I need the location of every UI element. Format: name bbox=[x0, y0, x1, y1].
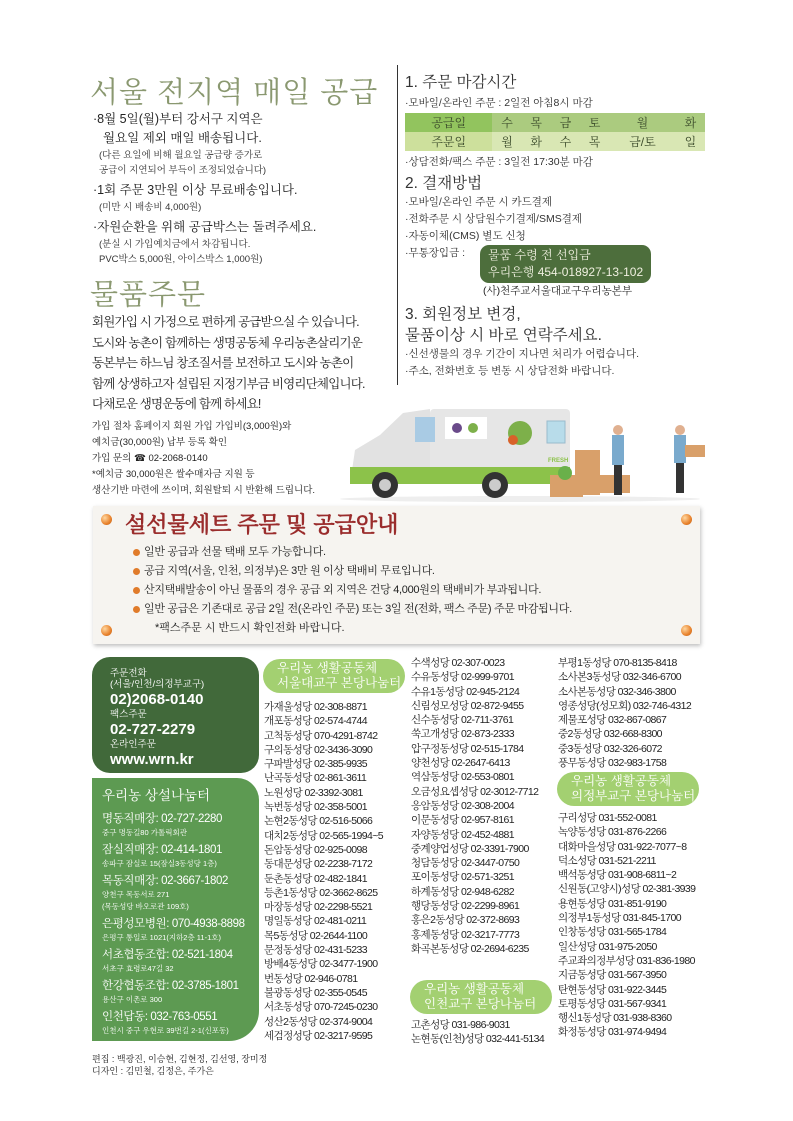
seoul-parish-list-1 bbox=[264, 700, 383, 1043]
deadline-phone: ·상담전화/팩스 주문 : 3일전 17:30분 마감 bbox=[405, 156, 593, 168]
bank-account-box bbox=[480, 245, 651, 283]
parish-contact: 자양동성당 02-452-4881 bbox=[411, 828, 514, 841]
parish-contact: 녹양동성당 031-876-2266 bbox=[558, 826, 667, 839]
parish-contact: 문정동성당 02-431-5233 bbox=[264, 944, 367, 957]
store-name-phone: 서초협동조합: 02-521-1804 bbox=[102, 949, 233, 961]
parish-contact: 홍은2동성당 02-372-8693 bbox=[411, 914, 520, 927]
store-list bbox=[102, 812, 259, 1037]
parish-contact: 고촌성당 031-986-9031 bbox=[411, 1019, 510, 1031]
parish-contact: 역삼동성당 02-553-0801 bbox=[411, 771, 514, 784]
parish-contact: 이문동성당 02-957-8161 bbox=[411, 814, 514, 827]
payment-line: ·전화주문 시 상담원수기결제/SMS결제 bbox=[405, 213, 583, 225]
parish-contact: 소사본3동성당 032-346-6700 bbox=[558, 671, 682, 684]
parish-contact: 중2동성당 032-668-8300 bbox=[558, 728, 662, 741]
table-row-header: 공급일 bbox=[405, 113, 492, 132]
store-address: 중구 명동길80 가톨릭회관 bbox=[102, 828, 187, 837]
join-line: *예치금 30,000원은 쌀수매자금 지원 등 bbox=[92, 469, 255, 480]
table-cell: 일 bbox=[676, 132, 705, 151]
delivery-truck-illustration bbox=[335, 395, 705, 503]
store-name-phone: 은평성모병원: 070-4938-8898 bbox=[102, 918, 245, 930]
seoul-header bbox=[263, 659, 405, 693]
section-contact-title: 3. 회원정보 변경, bbox=[405, 306, 521, 323]
seoul-header-pill bbox=[263, 659, 405, 693]
parish-contact: 등촌1동성당 02-3662-8625 bbox=[264, 886, 378, 899]
order-phone: 02)2068-0140 bbox=[110, 691, 204, 708]
parish-contact: 풍무동성당 032-983-1758 bbox=[558, 757, 667, 770]
table-cell: 수 bbox=[492, 113, 521, 132]
parish-contact: 마장동성당 02-2298-5521 bbox=[264, 901, 373, 914]
section-deadline-title: 1. 주문 마감시간 bbox=[405, 74, 517, 91]
parish-contact: 논현2동성당 02-516-5066 bbox=[264, 815, 373, 828]
gift-set-notice bbox=[93, 506, 700, 644]
parish-contact: 중3동성당 032-326-6072 bbox=[558, 742, 662, 755]
parish-contact: 동대문성당 02-2238-7172 bbox=[264, 858, 373, 871]
section-payment-title: 2. 결재방법 bbox=[405, 175, 483, 192]
gift-item: 산지택배발송이 아닌 물품의 경우 공급 외 지역은 건당 4,000원의 택배비가 부과됩니다. bbox=[133, 583, 541, 597]
parish-contact: 양천성당 02-2647-6413 bbox=[411, 757, 510, 770]
parish-contact: 돈암동성당 02-925-0098 bbox=[264, 843, 367, 856]
parish-contact: 영종성당(성모회) 032-746-4312 bbox=[558, 699, 692, 712]
parish-contact: 신림성모성당 02-872-9455 bbox=[411, 699, 524, 712]
table-cell: 수 bbox=[551, 132, 580, 151]
daily-supply-title: 서울 전지역 매일 공급 bbox=[90, 77, 379, 109]
store-name-phone: 인천답동: 032-763-0551 bbox=[102, 1011, 218, 1023]
contact-line: ·주소, 전화번호 등 변동 시 상담전화 바랍니다. bbox=[405, 365, 615, 377]
parish-contact: 불광동성당 02-355-0545 bbox=[264, 986, 367, 999]
store-address: 용산구 이촌로 300 bbox=[102, 995, 163, 1004]
credits bbox=[92, 1053, 267, 1077]
parish-contact: 대치2동성당 02-565-1994~5 bbox=[264, 829, 383, 842]
parish-contact: 덕소성당 031-521-2211 bbox=[558, 854, 656, 867]
join-info bbox=[92, 419, 315, 499]
parish-contact: 녹번동성당 02-358-5001 bbox=[264, 801, 367, 814]
parish-contact: 주교좌의정부성당 031-836-1980 bbox=[558, 954, 695, 967]
table-cell: 화 bbox=[522, 132, 551, 151]
parish-contact: 방배4동성당 02-3477-1900 bbox=[264, 958, 378, 971]
incheon-parish-list-2 bbox=[558, 656, 691, 770]
truck-fresh-label: FRESH bbox=[548, 458, 569, 464]
table-row-header: 주문일 bbox=[405, 132, 492, 151]
store-address: (목동성당 바오로관 109호) bbox=[102, 902, 189, 911]
join-line: 생산기반 마련에 쓰이며, 회원탈퇴 시 반환해 드립니다. bbox=[92, 485, 316, 496]
pill-line: 의정부교구 본당나눔터 bbox=[571, 789, 696, 803]
paragraph-line: 다채로운 생명운동에 함께 하세요! bbox=[92, 397, 261, 411]
join-line: 가입 절차 홈페이지 회원 가입 가입비(3,000원)와 bbox=[92, 421, 292, 432]
table-cell: 월 bbox=[609, 113, 676, 132]
parish-contact: 응암동성당 02-308-2004 bbox=[411, 799, 514, 812]
pill-line: 서울대교구 본당나눔터 bbox=[277, 676, 402, 690]
parish-contact: 논현동(인천)성당 032-441-5134 bbox=[411, 1033, 545, 1046]
bank-holder: (사)천주교서울대교구우리농본부 bbox=[483, 285, 632, 297]
note: 월요일 제외 매일 배송됩니다. bbox=[103, 131, 262, 145]
table-cell: 금/토 bbox=[609, 132, 676, 151]
gift-title: 설선물세트 주문 및 공급안내 bbox=[125, 512, 399, 537]
table-cell: 목 bbox=[580, 132, 609, 151]
incheon-parish-list-1 bbox=[411, 1018, 544, 1047]
parish-contact: 행신1동성당 031-938-8360 bbox=[558, 1012, 672, 1025]
paragraph-line: 도시와 농촌이 함께하는 생명공동체 우리농촌살리기운 bbox=[92, 335, 363, 350]
store-name-phone: 잠실직매장: 02-414-1801 bbox=[102, 844, 222, 856]
table-cell: 월 bbox=[492, 132, 521, 151]
parish-contact: 홍제동성당 02-3217-7773 bbox=[411, 928, 520, 941]
parish-contact: 지금동성당 031-567-3950 bbox=[558, 969, 667, 982]
seoul-parish-list-2 bbox=[411, 656, 538, 956]
parish-contact: 신원동(고양시)성당 02-381-3939 bbox=[558, 883, 696, 896]
parish-contact: 부평1동성당 070-8135-8418 bbox=[558, 657, 677, 669]
note-sub: (다른 요일에 비해 월요일 공급량 증가로 bbox=[99, 150, 263, 161]
parish-contact: 대화마을성당 031-922-7077~8 bbox=[558, 840, 687, 853]
parish-contact: 세검정성당 02-3217-9595 bbox=[264, 1029, 373, 1042]
orange-bullet-icon bbox=[101, 625, 112, 636]
parish-contact: 인창동성당 031-565-1784 bbox=[558, 926, 667, 939]
parish-contact: 신수동성당 02-711-3761 bbox=[411, 714, 514, 727]
website-link[interactable]: www.wrn.kr bbox=[110, 751, 194, 768]
parish-contact: 압구정동성당 02-515-1784 bbox=[411, 742, 524, 755]
contact-line: ·신선생물의 경우 기간이 지나면 처리가 어렵습니다. bbox=[405, 348, 640, 360]
uijeongbu-header-pill bbox=[557, 772, 699, 806]
pill-line: 인천교구 본당나눔터 bbox=[424, 997, 537, 1011]
parish-contact: 소사본동성당 032-346-3800 bbox=[558, 685, 676, 698]
order-title: 물품주문 bbox=[90, 279, 207, 311]
orange-bullet-icon bbox=[681, 625, 692, 636]
note: ·1회 주문 3만원 이상 무료배송입니다. bbox=[93, 183, 298, 197]
parish-contact: 둔촌동성당 02-482-1841 bbox=[264, 872, 367, 885]
pill-line: 우리농 생활공동체 bbox=[424, 982, 525, 996]
permanent-stores-box bbox=[92, 778, 259, 1041]
parish-contact: 수유1동성당 02-945-2124 bbox=[411, 685, 520, 698]
deadline-online: ·모바일/온라인 주문 : 2일전 아침8시 마감 bbox=[405, 97, 593, 109]
orange-bullet-icon bbox=[101, 514, 112, 525]
gift-item: 일반 공급은 기존대로 공급 2일 전(온라인 주문) 또는 3일 전(전화, 팩스 주문) 주문 마감됩니다. bbox=[133, 602, 572, 616]
parish-contact: 목5동성당 02-2644-1100 bbox=[264, 929, 368, 942]
parish-contact: 토평동성당 031-567-9341 bbox=[558, 997, 667, 1010]
editors: 편집 : 백광진, 이승현, 김현정, 김선영, 장미정 bbox=[92, 1054, 268, 1064]
parish-contact: 서초동성당 070-7245-0230 bbox=[264, 1001, 378, 1014]
label: 주문전화 bbox=[110, 668, 147, 679]
parish-contact: 백석동성당 031-908-6811~2 bbox=[558, 869, 677, 882]
fax-number: 02-727-2279 bbox=[110, 721, 196, 738]
table-cell: 토 bbox=[580, 113, 609, 132]
parish-contact: 중계양업성당 02-3391-7900 bbox=[411, 842, 529, 855]
uijeongbu-header bbox=[557, 772, 699, 806]
table-cell: 목 bbox=[522, 113, 551, 132]
orange-bullet-icon bbox=[681, 514, 692, 525]
label: 팩스주문 bbox=[110, 709, 147, 720]
gift-item: 일반 공급과 선물 택배 모두 가능합니다. bbox=[133, 545, 326, 559]
designers: 디자인 : 김민철, 김정은, 주가은 bbox=[92, 1066, 214, 1076]
daily-supply-notes bbox=[93, 110, 316, 267]
store-address: 인천시 중구 우현로 39번길 2-1(신포동) bbox=[102, 1026, 229, 1035]
store-name-phone: 명동직매장: 02-727-2280 bbox=[102, 813, 222, 825]
parish-contact: 포이동성당 02-571-3251 bbox=[411, 871, 514, 884]
store-address: 송파구 잠실로 15(잠실3동성당 1층) bbox=[102, 859, 217, 868]
note-sub: (분실 시 가입예치금에서 차감됩니다. bbox=[99, 239, 251, 250]
bank-account: 우리은행 454-018927-13-102 bbox=[488, 265, 644, 279]
store-address: 서초구 효령로47길 32 bbox=[102, 964, 174, 973]
store-name-phone: 목동직매장: 02-3667-1802 bbox=[102, 875, 228, 887]
parish-contact: 쑥고개성당 02-873-2333 bbox=[411, 728, 514, 741]
join-line: 예치금(30,000원) 납부 등록 확인 bbox=[92, 437, 228, 448]
parish-contact: 행당동성당 02-2299-8961 bbox=[411, 900, 520, 913]
store-name-phone: 한강협동조합: 02-3785-1801 bbox=[102, 980, 239, 992]
payment-line: ·무통장입금 : bbox=[405, 247, 466, 259]
parish-contact: 구파발성당 02-385-9935 bbox=[264, 758, 367, 771]
column-divider bbox=[397, 65, 398, 385]
parish-contact: 수색성당 02-307-0023 bbox=[411, 657, 505, 669]
parish-contact: 용현동성당 031-851-9190 bbox=[558, 897, 667, 910]
table-cell: 화 bbox=[676, 113, 705, 132]
parish-contact: 청담동성당 02-3447-0750 bbox=[411, 857, 520, 870]
parish-contact: 가재울성당 02-308-8871 bbox=[264, 701, 367, 713]
parish-contact: 의정부1동성당 031-845-1700 bbox=[558, 912, 682, 925]
paragraph-line: 회원가입 시 가정으로 편하게 공급받으실 수 있습니다. bbox=[92, 315, 359, 329]
order-guide bbox=[405, 72, 705, 380]
payment-line: ·자동이체(CMS) 별도 신청 bbox=[405, 230, 526, 242]
paragraph-line: 함께 상생하고자 설립된 지정기부금 비영리단체입니다. bbox=[92, 376, 365, 391]
bank-note: 물품 수령 전 선입금 bbox=[488, 248, 591, 262]
paragraph-line: 동본부는 하느님 창조질서를 보전하고 도시와 농촌이 bbox=[92, 356, 354, 370]
parish-contact: 제물포성당 032-867-0867 bbox=[558, 714, 667, 727]
note: ·자원순환을 위해 공급박스는 돌려주세요. bbox=[93, 220, 317, 234]
parish-contact: 번동성당 02-946-0781 bbox=[264, 972, 358, 985]
note-sub: 공급이 지연되어 부득이 조정되었습니다) bbox=[99, 165, 267, 176]
parish-contact: 명일동성당 02-481-0211 bbox=[264, 915, 367, 928]
parish-contact: 구리성당 031-552-0081 bbox=[558, 812, 657, 824]
order-contact-box bbox=[92, 657, 259, 773]
gift-note: *팩스주문 시 반드시 확인전화 바랍니다. bbox=[155, 622, 345, 634]
table-cell: 금 bbox=[551, 113, 580, 132]
stores-title: 우리농 상설나눔터 bbox=[102, 788, 211, 803]
note-sub: PVC박스 5,000원, 아이스박스 1,000원) bbox=[99, 254, 263, 265]
incheon-header-pill bbox=[410, 980, 552, 1014]
note: ·8월 5일(월)부터 강서구 지역은 bbox=[93, 112, 263, 126]
parish-contact: 개포동성당 02-574-4744 bbox=[264, 715, 367, 728]
note-sub: (미만 시 배송비 4,000원) bbox=[99, 202, 202, 213]
parish-contact: 난곡동성당 02-861-3611 bbox=[264, 772, 367, 785]
parish-contact: 하계동성당 02-948-6282 bbox=[411, 885, 514, 898]
section-contact-title: 물품이상 시 바로 연락주세요. bbox=[405, 327, 602, 344]
pill-line: 우리농 생활공동체 bbox=[277, 661, 378, 675]
parish-contact: 오금성요셉성당 02-3012-7712 bbox=[411, 785, 539, 798]
parish-contact: 성산2동성당 02-374-9004 bbox=[264, 1015, 373, 1028]
parish-contact: 화정동성당 031-974-9494 bbox=[558, 1026, 667, 1039]
payment-line: ·모바일/온라인 주문 시 카드결제 bbox=[405, 196, 553, 208]
parish-contact: 고척동성당 070-4291-8742 bbox=[264, 729, 378, 742]
store-address: 은평구 통일로 1021(지하2층 11-1호) bbox=[102, 933, 222, 942]
label: (서울/인천/의정부교구) bbox=[110, 679, 205, 690]
label: 온라인주문 bbox=[110, 739, 156, 750]
parish-contact: 일산성당 031-975-2050 bbox=[558, 940, 657, 953]
incheon-header bbox=[410, 980, 552, 1014]
join-line: 가입 문의 ☎ 02-2068-0140 bbox=[92, 453, 208, 464]
parish-contact: 탄현동성당 031-922-3445 bbox=[558, 983, 667, 996]
delivery-schedule-table bbox=[405, 113, 705, 151]
parish-contact: 수유동성당 02-999-9701 bbox=[411, 671, 514, 684]
pill-line: 우리농 생활공동체 bbox=[571, 774, 672, 788]
parish-contact: 노원성당 02-3392-3081 bbox=[264, 786, 363, 799]
parish-contact: 구의동성당 02-3436-3090 bbox=[264, 743, 373, 756]
parish-contact: 화곡본동성당 02-2694-6235 bbox=[411, 942, 529, 955]
gift-item: 공급 지역(서울, 인천, 의정부)은 3만 원 이상 택배비 무료입니다. bbox=[133, 564, 435, 578]
uijeongbu-parish-list bbox=[558, 811, 695, 1040]
store-address: 양천구 목동서로 271 bbox=[102, 890, 170, 899]
